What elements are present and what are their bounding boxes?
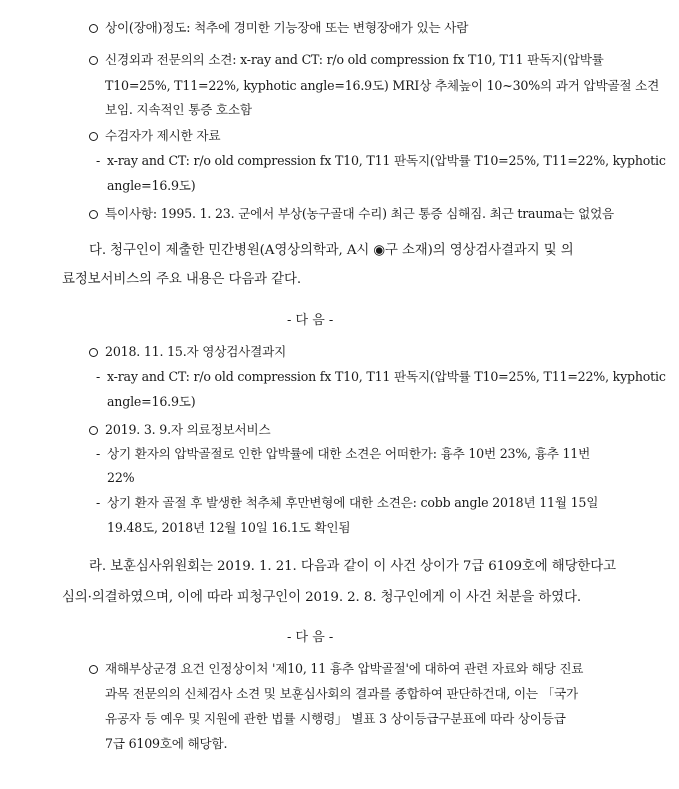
item-neuro-opinion-line1: 신경외과 전문의의 소견: x-ray and CT: r/o old compression fx T10, T11 판독지(압박률: [105, 52, 604, 67]
paragraph-d-line1: 라. 보훈심사위원회는 2019. 1. 21. 다음과 같이 이 사건 상이가 7급 6109호에 해당한다고: [89, 559, 616, 574]
subitem-compression-line1: 상기 환자의 압박골절로 인한 압박률에 대한 소견은 어떠한가: 흉추 10번 23%, 흉추 11번: [107, 446, 591, 461]
item-neuro-opinion-line2: T10=25%, T11=22%, kyphotic angle=16.9도) MRI상 추체높이 10~30%의 과거 압박골절 소견: [105, 78, 660, 93]
section-divider-heading: - 다 음 -: [287, 630, 334, 645]
paragraph-c-line1: 다. 청구인이 제출한 민간병원(A영상의학과, A시 ◉구 소재)의 영상검사결과지 및 의: [89, 243, 574, 258]
item-injury-degree: 상이(장애)정도: 척추에 경미한 기능장애 또는 변형장애가 있는 사람: [105, 20, 469, 35]
dash-bullet: -: [96, 446, 101, 461]
subitem-kyphosis-line2: 19.48도, 2018년 12월 10일 16.1도 확인됨: [107, 520, 351, 535]
subitem-xray-line2: angle=16.9도): [107, 178, 196, 193]
subitem-xray2-line1: x-ray and CT: r/o old compression fx T10, T11 판독지(압박률 T10=25%, T11=22%, kyphotic: [107, 369, 666, 384]
item-submitted-data: 수검자가 제시한 자료: [105, 128, 221, 143]
bullet-circle-icon: [89, 426, 98, 435]
item-special-notes: 특이사항: 1995. 1. 23. 군에서 부상(농구골대 수리) 최근 통증 심해짐. 최근 trauma는 없었음: [105, 206, 614, 221]
paragraph-d-line2: 심의·의결하였으며, 이에 따라 피청구인이 2019. 2. 8. 청구인에게 이 사건 처분을 하였다.: [62, 590, 582, 605]
paragraph-c-line2: 료정보서비스의 주요 내용은 다음과 같다.: [62, 272, 301, 287]
item-conclusion-line4: 7급 6109호에 해당함.: [105, 736, 228, 751]
dash-bullet: -: [96, 369, 101, 384]
section-divider-heading: - 다 음 -: [287, 313, 334, 328]
dash-bullet: -: [96, 153, 101, 168]
bullet-circle-icon: [89, 210, 98, 219]
bullet-circle-icon: [89, 24, 98, 33]
dash-bullet: -: [96, 495, 101, 510]
bullet-circle-icon: [89, 665, 98, 674]
item-conclusion-line1: 재해부상군경 요건 인정상이처 '제10, 11 흉추 압박골절'에 대하여 관련 자료와 해당 진료: [105, 661, 584, 676]
item-imaging-result: 2018. 11. 15.자 영상검사결과지: [105, 344, 287, 359]
item-conclusion-line2: 과목 전문의의 신체검사 소견 및 보훈심사회의 결과를 종합하여 판단하건대, 이는 「국가: [105, 686, 579, 701]
item-neuro-opinion-line3: 보임. 지속적인 통증 호소함: [105, 102, 252, 117]
item-medical-info-service: 2019. 3. 9.자 의료정보서비스: [105, 422, 271, 437]
subitem-kyphosis-line1: 상기 환자 골절 후 발생한 척추체 후만변형에 대한 소견은: cobb angle 2018년 11월 15일: [107, 495, 599, 510]
bullet-circle-icon: [89, 132, 98, 141]
bullet-circle-icon: [89, 56, 98, 65]
subitem-xray2-line2: angle=16.9도): [107, 394, 196, 409]
subitem-xray-line1: x-ray and CT: r/o old compression fx T10, T11 판독지(압박률 T10=25%, T11=22%, kyphotic: [107, 153, 666, 168]
subitem-compression-line2: 22%: [107, 470, 135, 485]
bullet-circle-icon: [89, 348, 98, 357]
item-conclusion-line3: 유공자 등 예우 및 지원에 관한 법률 시행령」 별표 3 상이등급구분표에 따라 상이등급: [105, 711, 566, 726]
